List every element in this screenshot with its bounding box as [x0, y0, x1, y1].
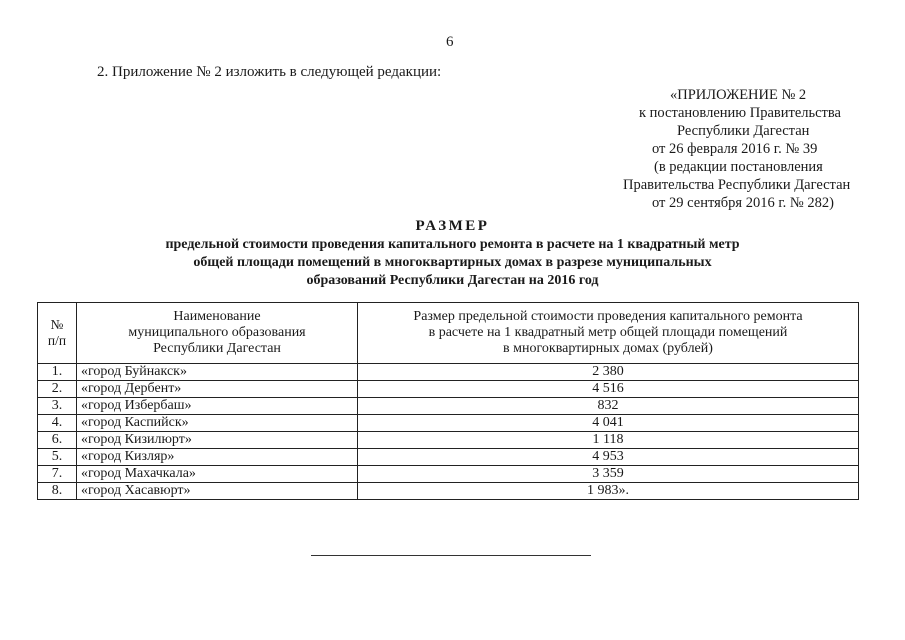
subtitle-line: общей площади помещений в многоквартирных домах в разрезе муниципальных [193, 255, 712, 270]
cost-table [37, 302, 859, 500]
appendix-line: Республики Дагестан [677, 123, 810, 139]
column-header-number: № п/п [38, 303, 77, 364]
row-number: 1. [38, 364, 77, 381]
intro-paragraph: 2. Приложение № 2 изложить в следующей редакции: [97, 64, 442, 80]
row-municipality: «город Кизилюрт» [77, 432, 358, 449]
row-number: 7. [38, 466, 77, 483]
row-cost: 2 380 [358, 364, 859, 381]
closing-divider [311, 555, 591, 556]
row-number: 5. [38, 449, 77, 466]
appendix-line: к постановлению Правительства [639, 105, 841, 121]
row-cost: 832 [358, 398, 859, 415]
page-number: 6 [446, 34, 454, 50]
appendix-line: от 26 февраля 2016 г. № 39 [652, 141, 818, 157]
row-number: 2. [38, 381, 77, 398]
row-number: 4. [38, 415, 77, 432]
row-cost: 1 118 [358, 432, 859, 449]
table-row [38, 449, 859, 466]
table-header-row [38, 303, 859, 364]
cost-table-container [37, 302, 859, 500]
table-row [38, 381, 859, 398]
row-number: 8. [38, 483, 77, 500]
row-cost: 4 953 [358, 449, 859, 466]
table-row [38, 398, 859, 415]
appendix-line: от 29 сентября 2016 г. № 282) [652, 195, 834, 211]
row-number: 6. [38, 432, 77, 449]
document-title: РАЗМЕР [415, 218, 490, 234]
document-subtitle [0, 236, 905, 290]
appendix-line: «ПРИЛОЖЕНИЕ № 2 [670, 87, 807, 103]
row-municipality: «город Дербент» [77, 381, 358, 398]
subtitle-line: образований Республики Дагестан на 2016 год [306, 273, 599, 288]
column-header-municipality: Наименование муниципального образования Республики Дагестан [77, 303, 358, 364]
table-row [38, 483, 859, 500]
table-row [38, 432, 859, 449]
table-row [38, 364, 859, 381]
table-row [38, 415, 859, 432]
row-municipality: «город Избербаш» [77, 398, 358, 415]
row-municipality: «город Махачкала» [77, 466, 358, 483]
subtitle-line: предельной стоимости проведения капитального ремонта в расчете на 1 квадратный метр [165, 237, 740, 252]
column-header-cost: Размер предельной стоимости проведения капитального ремонта в расчете на 1 квадратный метр общей площади помещений в многоквартирных домах (рублей) [358, 303, 859, 364]
appendix-line: (в редакции постановления [654, 159, 823, 175]
row-municipality: «город Буйнакск» [77, 364, 358, 381]
appendix-header [600, 86, 890, 212]
row-municipality: «город Хасавюрт» [77, 483, 358, 500]
row-number: 3. [38, 398, 77, 415]
table-row [38, 466, 859, 483]
row-cost: 3 359 [358, 466, 859, 483]
row-municipality: «город Кизляр» [77, 449, 358, 466]
row-cost: 1 983». [358, 483, 859, 500]
appendix-line: Правительства Республики Дагестан [623, 177, 851, 193]
row-cost: 4 516 [358, 381, 859, 398]
row-municipality: «город Каспийск» [77, 415, 358, 432]
row-cost: 4 041 [358, 415, 859, 432]
